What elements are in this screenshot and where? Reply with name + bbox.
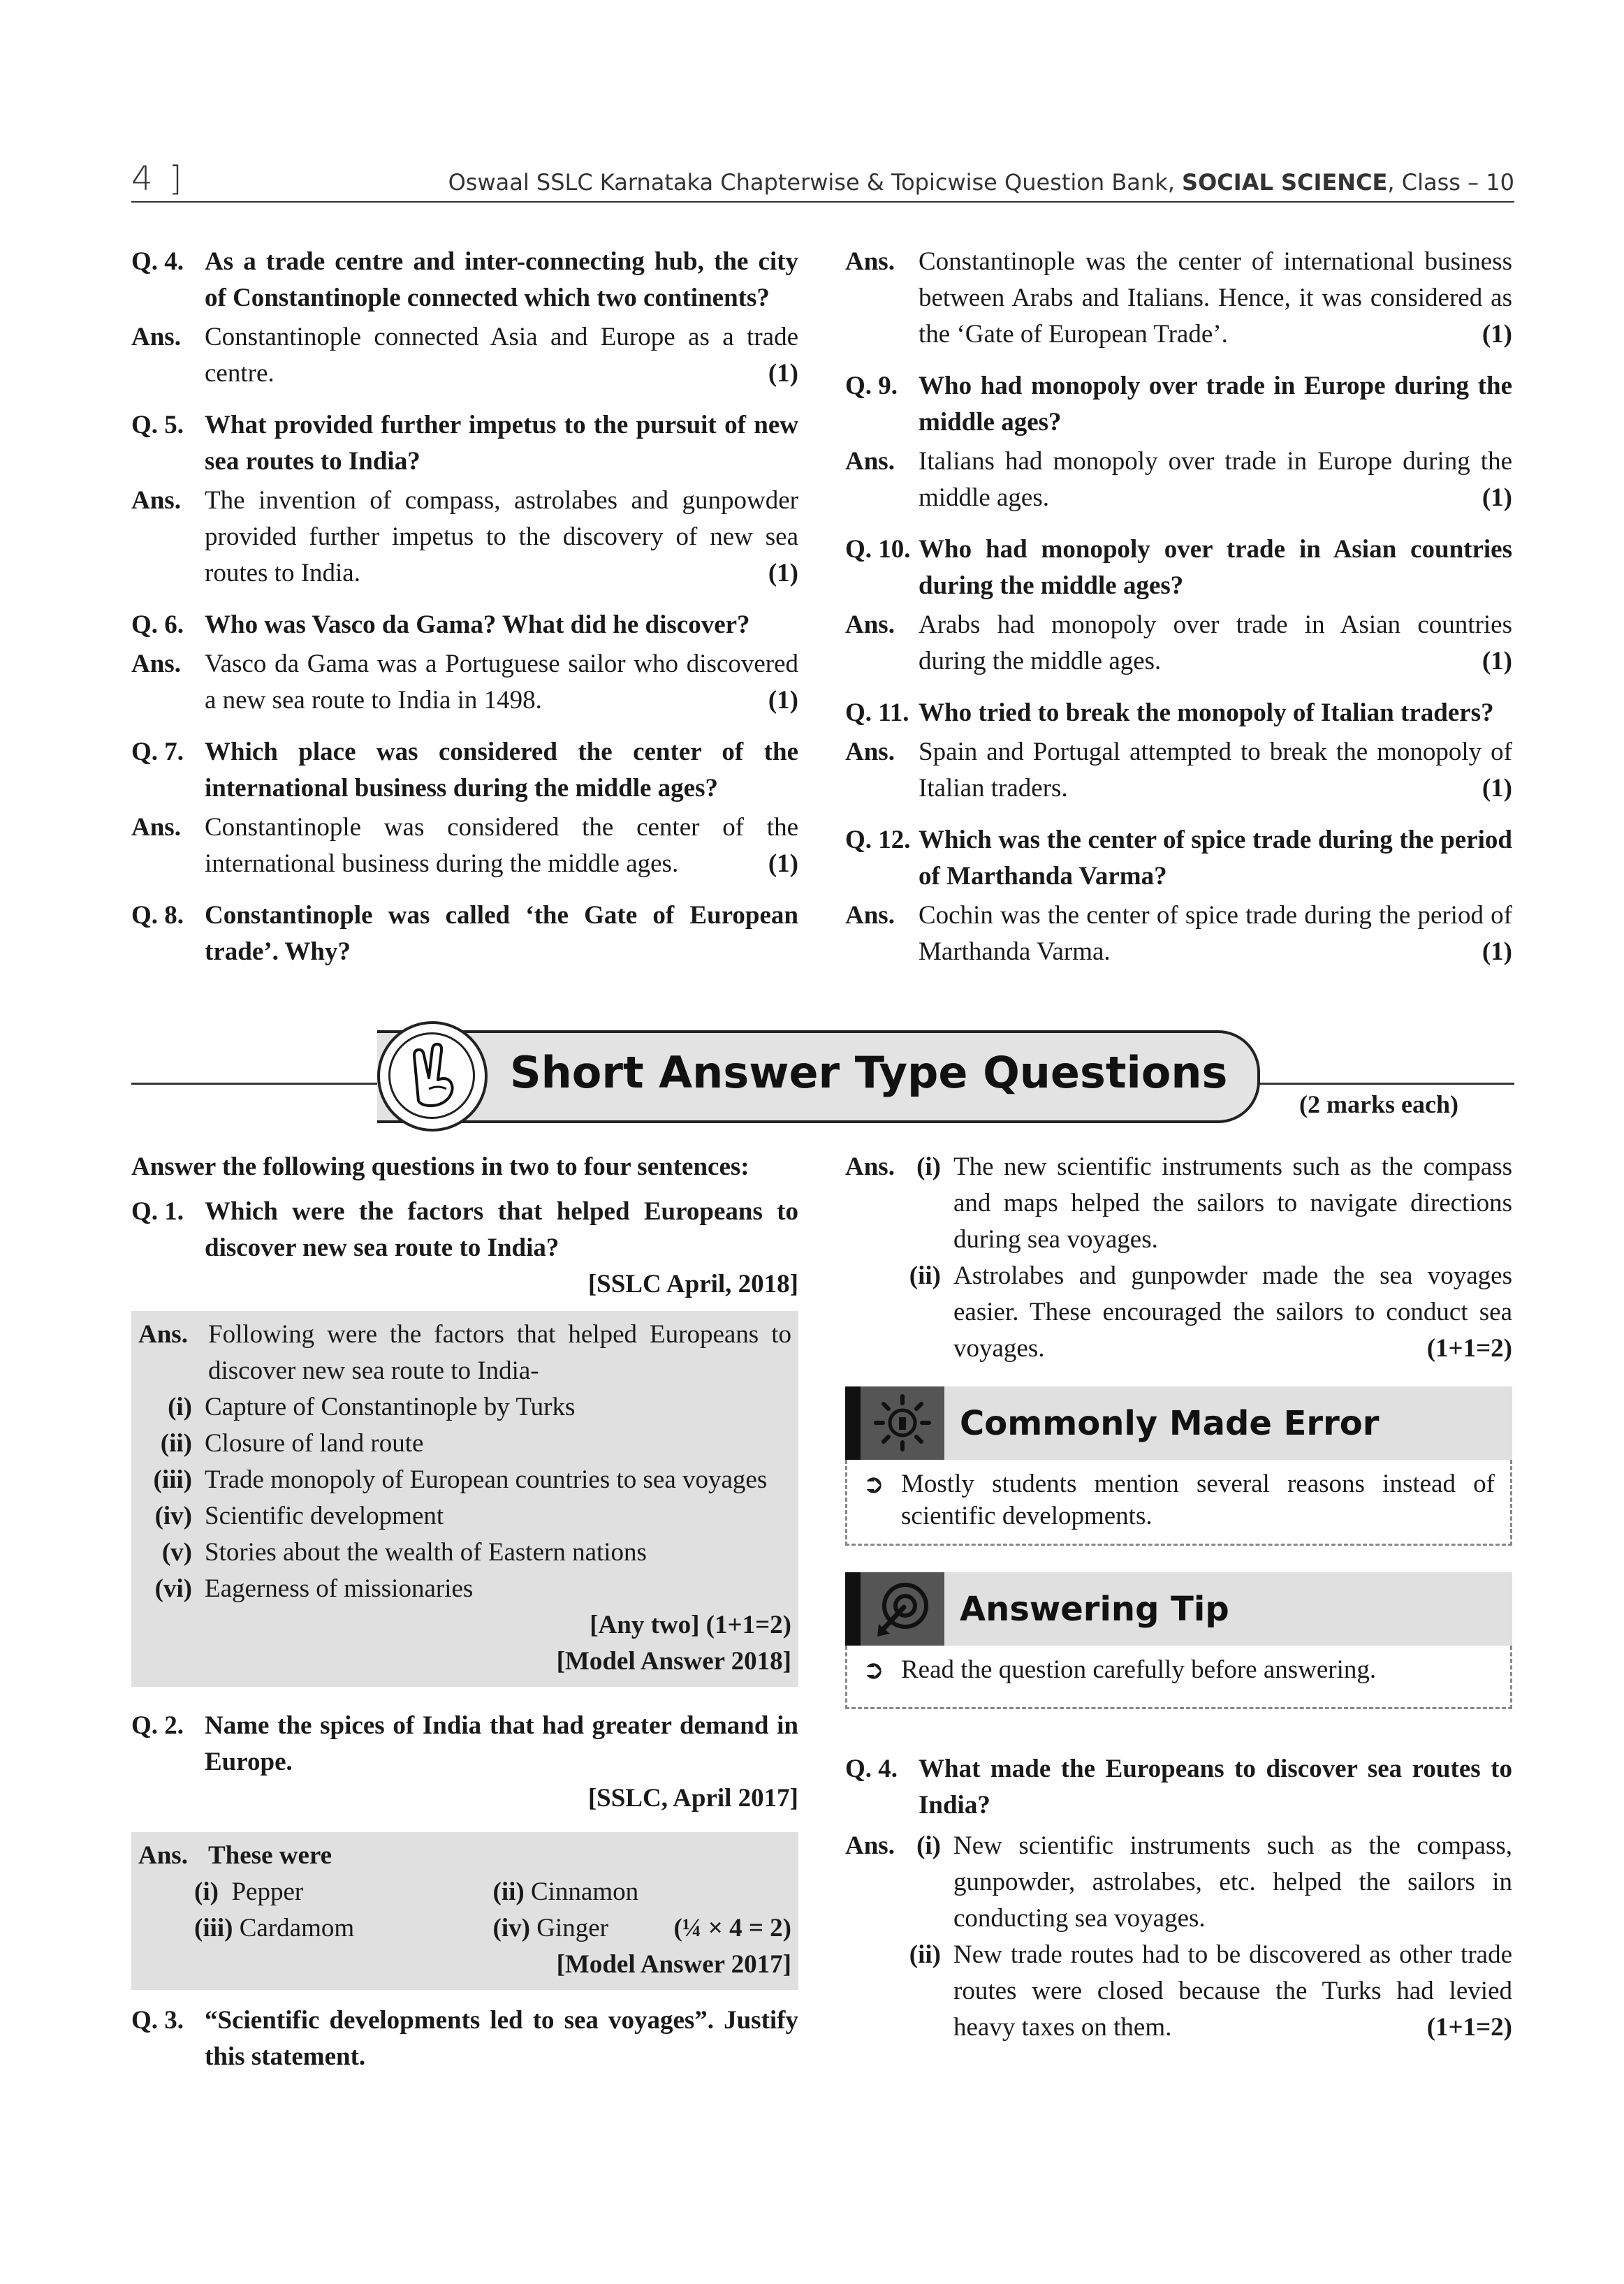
answer bbox=[845, 898, 1512, 970]
qa-text: Spain and Portugal attempted to break the monopoly of Italian traders. bbox=[919, 738, 1512, 803]
answer-mark: (1+1=2) bbox=[1426, 1334, 1512, 1363]
list-item: (v) Stories about the wealth of Eastern nations bbox=[161, 1538, 647, 1567]
qa-label: Ans. bbox=[845, 738, 895, 766]
qa-label: Q. 12. bbox=[845, 826, 911, 854]
qa-label: Ans. bbox=[845, 247, 895, 276]
qa-text: The invention of compass, astrolabes and gunpowder provided further impetus to the discovery of new sea routes to India. bbox=[205, 486, 798, 587]
list-item: (i) Capture of Constantinople by Turks bbox=[168, 1393, 576, 1421]
answer-1-box: Ans. Following were the factors that helped Europeans to discover new sea route to India- (i) Capture of Constantinople by Turks (ii) Closure of land route (iii) Trade monopoly of European countries to sea voyages (iv) Scientific development (v) Stories about the wealth of Eastern nations (vi) Eagerness of missionaries [Any two] (1+1=2) [Model Answer 2018] bbox=[131, 1311, 798, 1687]
answer bbox=[845, 244, 1512, 353]
answer bbox=[845, 607, 1512, 680]
answer-mark: (1) bbox=[768, 849, 798, 878]
qa-label: Q. 11. bbox=[845, 698, 909, 727]
qa-label: Ans. bbox=[845, 901, 895, 930]
answer-mark: (1) bbox=[1482, 320, 1512, 349]
top-left-column bbox=[131, 241, 798, 970]
error-box-text: Mostly students mention several reasons instead of scientific developments. bbox=[901, 1470, 1495, 1530]
answer bbox=[131, 646, 798, 719]
qa-label: Q. 6. bbox=[131, 610, 184, 639]
list-item: (i) New scientific instruments such as the compass, gunpowder, astrolabes, etc. helped the sailors in conducting sea voyages. bbox=[916, 1831, 1512, 1933]
qa-text: Constantinople connected Asia and Europe as a trade centre. bbox=[205, 323, 798, 388]
question bbox=[845, 532, 1512, 604]
victory-hand-icon bbox=[377, 1021, 488, 1132]
list-item: (ii) Astrolabes and gunpowder made the sea voyages easier. These encouraged the sailors to conduct sea voyages. bbox=[909, 1261, 1512, 1363]
answer bbox=[131, 483, 798, 592]
page-header bbox=[131, 159, 1514, 203]
answer bbox=[845, 444, 1512, 516]
question bbox=[845, 822, 1512, 895]
answering-tip-box bbox=[845, 1572, 1512, 1709]
qa-label: Ans. bbox=[131, 650, 181, 678]
question-source: [SSLC, April 2017] bbox=[587, 1784, 798, 1813]
question bbox=[131, 607, 798, 643]
model-answer: [Model Answer 2018] bbox=[556, 1647, 791, 1676]
qa-text: What provided further impetus to the pursuit of new sea routes to India? bbox=[205, 411, 798, 476]
qa-text: Cochin was the center of spice trade during the period of Marthanda Varma. bbox=[919, 901, 1512, 966]
qa-label: Q. 8. bbox=[131, 901, 184, 930]
section-title: Short Answer Type Questions bbox=[510, 1047, 1228, 1098]
answer-mark: (1) bbox=[1482, 937, 1512, 966]
error-box-title: Commonly Made Error bbox=[960, 1403, 1380, 1443]
question bbox=[131, 407, 798, 480]
top-right-column bbox=[845, 241, 1512, 970]
qa-text: Who had monopoly over trade in Asian countries during the middle ages? bbox=[919, 535, 1512, 600]
qa-label: Ans. bbox=[131, 486, 181, 515]
question-3: Q. 3. “Scientific developments led to sea voyages”. Justify this statement. bbox=[131, 2006, 798, 2071]
list-item: (i) The new scientific instruments such as the compass and maps helped the sailors to navigate directions during sea voyages. bbox=[916, 1152, 1512, 1254]
page-number: 4 ] bbox=[131, 159, 185, 198]
common-error-box bbox=[845, 1386, 1512, 1546]
list-item: (vi) Eagerness of missionaries bbox=[154, 1574, 474, 1603]
tip-box-text: Read the question carefully before answering. bbox=[901, 1655, 1377, 1684]
question bbox=[131, 898, 798, 970]
qa-label: Q. 10. bbox=[845, 535, 911, 564]
question-4: Q. 4. What made the Europeans to discover sea routes to India? bbox=[845, 1755, 1512, 1820]
answer-mark: (1) bbox=[768, 359, 798, 388]
answer-2-box: Ans. These were (i) Pepper (ii) Cinnamon (iii) Cardamom (iv) Ginger (¼ × 4 = 2) [Model Answer 2017] bbox=[131, 1832, 798, 1990]
answer-3: Ans. (i) The new scientific instruments such as the compass and maps helped the sailors to navigate directions during sea voyages. (ii) Astrolabes and gunpowder made the sea voyages easier. These encouraged the sailors to conduct sea voyages. bbox=[845, 1149, 1512, 1367]
sa-left-column bbox=[131, 1149, 798, 2075]
question bbox=[131, 244, 798, 316]
qa-label: Ans. bbox=[131, 813, 181, 842]
qa-text: Which was the center of spice trade during the period of Marthanda Varma? bbox=[919, 826, 1512, 891]
qa-text: Italians had monopoly over trade in Europe during the middle ages. bbox=[919, 447, 1512, 512]
answer-4: Ans. (i) New scientific instruments such as the compass, gunpowder, astrolabes, etc. helped the sailors in conducting sea voyages. (ii) New trade routes had to be discovered as other trade routes were closed because the Turks had levied heavy taxes on them. bbox=[845, 1828, 1512, 2046]
answer-mark: (1) bbox=[768, 559, 798, 587]
list-item: (iii) Trade monopoly of European countries to sea voyages bbox=[153, 1465, 768, 1494]
arrow-bullet-icon: ➲ bbox=[863, 1655, 885, 1685]
qa-text: Who had monopoly over trade in Europe during the middle ages? bbox=[919, 372, 1512, 437]
qa-text: Constantinople was considered the center of the international business during the middle ages. bbox=[205, 813, 798, 878]
qa-label: Ans. bbox=[131, 323, 181, 351]
list-item: (ii) Closure of land route bbox=[160, 1429, 424, 1458]
answer bbox=[131, 319, 798, 392]
instruction: Answer the following questions in two to four sentences: bbox=[131, 1152, 749, 1181]
qa-text: Who tried to break the monopoly of Italian traders? bbox=[919, 698, 1494, 727]
qa-text: Vasco da Gama was a Portuguese sailor who discovered a new sea route to India in 1498. bbox=[205, 650, 798, 715]
answer-mark: [Any two] (1+1=2) bbox=[590, 1611, 791, 1639]
arrow-bullet-icon: ➲ bbox=[863, 1469, 885, 1499]
question-source: [SSLC April, 2018] bbox=[587, 1270, 798, 1298]
answer-mark: (1+1=2) bbox=[1426, 2013, 1512, 2042]
answer-mark: (1) bbox=[768, 686, 798, 715]
sa-right-column bbox=[845, 1149, 1512, 2046]
tip-box-title: Answering Tip bbox=[960, 1589, 1229, 1629]
question bbox=[845, 368, 1512, 441]
qa-text: As a trade centre and inter-connecting hub, the city of Constantinople connected which two continents? bbox=[205, 247, 798, 312]
qa-label: Q. 5. bbox=[131, 411, 184, 439]
answer bbox=[131, 810, 798, 882]
question bbox=[845, 695, 1512, 731]
question-2: Q. 2. Name the spices of India that had greater demand in Europe. [SSLC, April 2017] bbox=[131, 1708, 798, 1817]
model-answer: [Model Answer 2017] bbox=[556, 1950, 791, 1979]
answer-mark: (1) bbox=[1482, 647, 1512, 675]
running-title: Oswaal SSLC Karnataka Chapterwise & Topicwise Question Bank, SOCIAL SCIENCE, Class – 10 bbox=[448, 169, 1514, 196]
qa-text: Who was Vasco da Gama? What did he discover? bbox=[205, 610, 750, 639]
question-1: Q. 1. Which were the factors that helped Europeans to discover new sea route to India? [SSLC April, 2018] bbox=[131, 1194, 798, 1303]
qa-label: Ans. bbox=[845, 610, 895, 639]
target-arrow-icon bbox=[861, 1572, 944, 1646]
answer-mark: (1) bbox=[1482, 774, 1512, 803]
list-item: (ii) New trade routes had to be discovered as other trade routes were closed because the Turks had levied heavy taxes on them. bbox=[909, 1940, 1512, 2042]
list-item: (iv) Scientific development bbox=[154, 1502, 444, 1530]
question bbox=[131, 734, 798, 807]
qa-label: Q. 9. bbox=[845, 372, 898, 400]
qa-label: Ans. bbox=[845, 447, 895, 476]
qa-label: Q. 7. bbox=[131, 738, 184, 766]
qa-label: Q. 4. bbox=[131, 247, 184, 276]
qa-text: Arabs had monopoly over trade in Asian countries during the middle ages. bbox=[919, 610, 1512, 675]
section-banner bbox=[377, 1030, 1260, 1123]
qa-text: Constantinople was called ‘the Gate of European trade’. Why? bbox=[205, 901, 798, 966]
marks-each: (2 marks each) bbox=[1299, 1090, 1458, 1118]
answer-mark: (1) bbox=[1482, 483, 1512, 512]
qa-text: Constantinople was the center of international business between Arabs and Italians. Hence, it was considered as the ‘Gate of European Trade’. bbox=[919, 247, 1512, 349]
lightbulb-icon bbox=[861, 1386, 944, 1460]
answer bbox=[845, 734, 1512, 807]
qa-text: Which place was considered the center of the international business during the middle ages? bbox=[205, 738, 798, 803]
